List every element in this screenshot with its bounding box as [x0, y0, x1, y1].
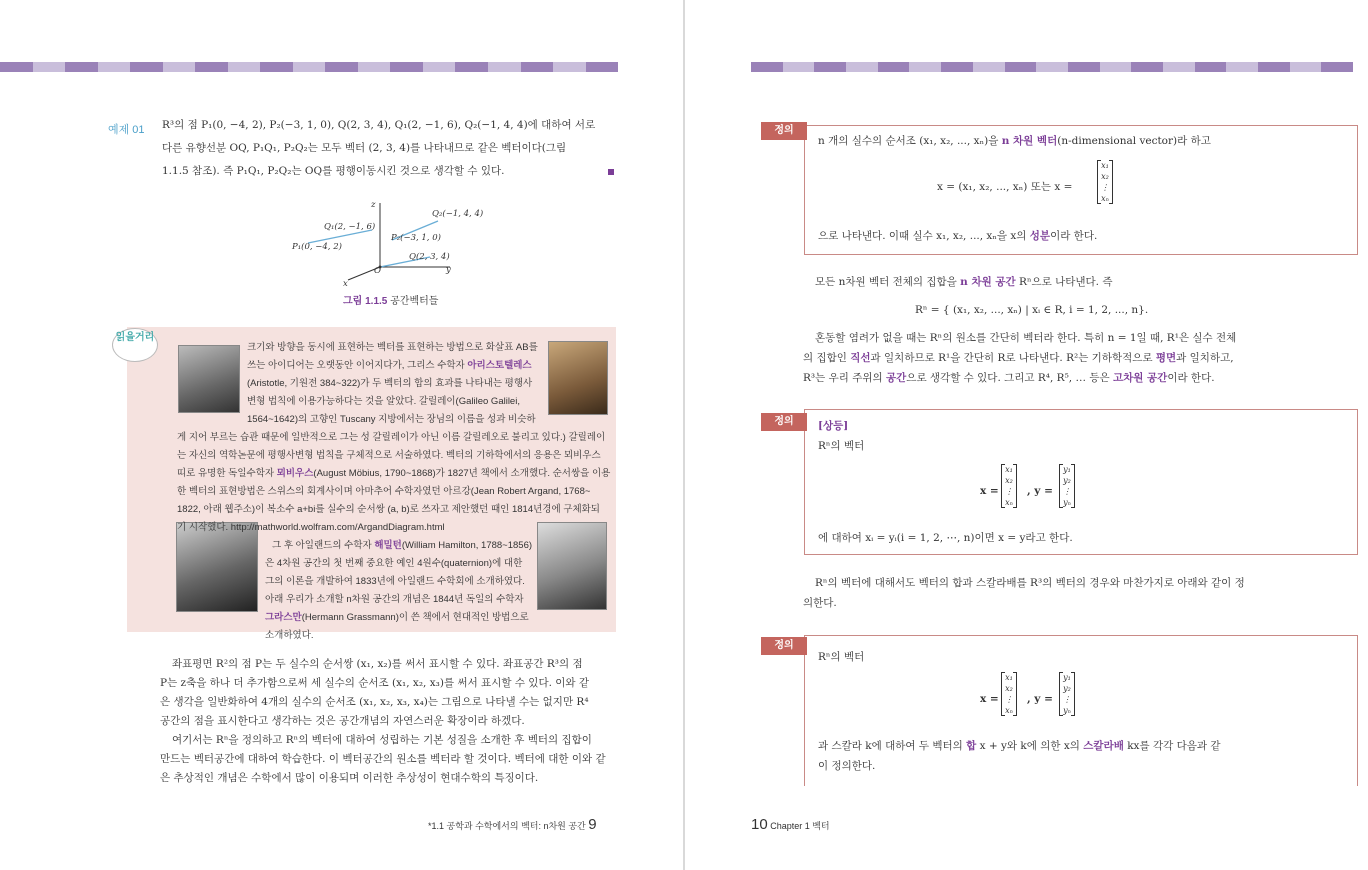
example-line-1: R³의 점 P₁(0, −4, 2), P₂(−3, 1, 0), Q(2, 3, 4), Q₁(2, −1, 6), Q₂(−1, 4, 4)에 대하여 서로 — [162, 119, 596, 131]
column-vector-x — [1001, 672, 1017, 716]
def3-line-1: Rⁿ의 벡터 — [818, 651, 865, 663]
component: ⋮ — [1005, 487, 1013, 496]
def3-line-2-a: 과 스칼라 k에 대하여 두 벡터의 — [818, 740, 967, 752]
component-term: 성분 — [1029, 230, 1051, 242]
reading-line-12 — [272, 537, 532, 555]
mid-line-3-c: 과 일치하고, — [1176, 352, 1234, 364]
para-line-1: 좌표평면 R²의 점 P는 두 실수의 순서쌍 (x₁, x₂)를 써서 표시할 수 있다. 좌표공간 R³의 점 — [172, 658, 583, 670]
n-dim-vector-term: n 차원 벡터 — [1001, 135, 1058, 147]
def2-line-2: 에 대하여 xᵢ = yᵢ(i = 1, 2, ⋯, n)이면 x = y라고 한다. — [818, 532, 1073, 544]
reading-line-8 — [177, 465, 610, 483]
def3-x-eq: x = — [980, 693, 999, 705]
mid-line-1-b: Rⁿ으로 나타낸다. 즉 — [1015, 276, 1113, 288]
scalar-multiple-term: 스칼라배 — [1083, 740, 1124, 752]
space-term: 공간 — [886, 372, 907, 384]
chapter-title: Chapter 1 벡터 — [770, 821, 830, 831]
def2-x-eq: x = — [980, 485, 999, 497]
reading-bubble: 읽을거리 — [112, 328, 158, 362]
definition-tab-2: 정의 — [761, 413, 807, 431]
page-number-right: 10 — [751, 816, 768, 833]
reading-line-8-text-b: (August Möbius, 1790~1868)가 1827년 책에서 소개했다. 순서쌍을 이용 — [313, 468, 611, 479]
figure-caption-text: 공간벡터들 — [390, 296, 439, 307]
def1-line-1-b: (n-dimensional vector)라 하고 — [1057, 135, 1211, 147]
para-line-3: 은 생각을 일반화하여 4개의 실수의 순서조 (x₁, x₂, x₃, x₄)는 그림으로 나타낼 수는 없지만 R⁴ — [160, 696, 589, 708]
def1-column-vector — [1097, 160, 1113, 204]
component: xₙ — [1005, 706, 1013, 715]
component: xₙ — [1101, 194, 1109, 203]
set-definition: Rⁿ = { (x₁, x₂, ..., xₙ) | xᵢ ∈ R, i = 1, 2, ..., n}. — [915, 304, 1149, 316]
reading-line-4: 변형 법칙에 이용가능하다는 것을 알았다. 갈릴레이(Galileo Galilei, — [247, 396, 520, 407]
reading-line-1: 크기와 방향을 동시에 표현하는 벡터를 표현하는 방법으로 화살표 AB를 — [247, 342, 538, 353]
reading-line-5: 1564~1642)의 고향인 Tuscany 지방에서는 장님의 이름을 성과 비슷하 — [247, 414, 536, 425]
component: xₙ — [1005, 498, 1013, 507]
def3-y-eq: , y = — [1027, 693, 1053, 705]
component: ⋮ — [1101, 183, 1109, 192]
component: x₂ — [1005, 684, 1013, 693]
section-title: *1.1 공학과 수학에서의 벡터: n차원 공간 — [428, 821, 586, 831]
left-page — [0, 0, 683, 870]
mid-line-3-b: 과 일치하므로 R¹을 간단히 R로 나타낸다. R²는 기하학적으로 — [870, 352, 1156, 364]
example-label: 예제 01 — [108, 124, 145, 136]
reading-line-13: 은 4차원 공간의 첫 번째 중요한 예인 4원수(quaternion)에 대한 — [265, 558, 523, 569]
reading-line-9: 한 벡터의 표현방법은 스위스의 회계사이며 아마추어 수학자였던 아르강(Jean Robert Argand, 1768~ — [177, 486, 591, 497]
point-q-label: Q(2, 3, 4) — [409, 252, 450, 262]
component: x₂ — [1005, 476, 1013, 485]
reading-line-16 — [265, 609, 529, 627]
column-vector-y — [1059, 672, 1075, 716]
reading-line-8-text-a: 띠로 유명한 독일수학자 — [177, 468, 277, 479]
header-stripe-right — [751, 62, 1353, 72]
def2-y-eq: , y = — [1027, 485, 1053, 497]
para-line-5: 여기서는 Rⁿ을 정의하고 Rⁿ의 벡터에 대하여 성립하는 기본 성질을 소개한 후 벡터의 집합이 — [172, 734, 592, 746]
component: ⋮ — [1005, 695, 1013, 704]
reading-line-12-text-a: 그 후 아일랜드의 수학자 — [272, 540, 375, 551]
component: yₙ — [1063, 706, 1071, 715]
reading-line-3: (Aristotle, 기원전 384~322)가 두 벡터의 합의 효과를 나타내는 평행사 — [247, 378, 533, 389]
figure-caption — [343, 292, 438, 307]
grassmann-name: 그라스만 — [265, 612, 302, 623]
mid-line-3-a: 의 집합인 — [803, 352, 851, 364]
higher-dim-space-term: 고차원 공간 — [1112, 372, 1168, 384]
n-dim-space-term: n 차원 공간 — [960, 276, 1016, 288]
axis-label-z: z — [371, 200, 376, 210]
equality-heading: [상등] — [818, 420, 849, 432]
reading-line-12-text-b: (William Hamilton, 1788~1856) — [401, 540, 533, 551]
left-footer — [428, 816, 597, 833]
header-stripe — [0, 62, 618, 72]
def1-line-2-a: 으로 나타낸다. 이때 실수 x₁, x₂, ..., xₙ을 x의 — [818, 230, 1030, 242]
point-q1-label: Q₁(2, −1, 6) — [324, 222, 376, 232]
reading-line-2 — [247, 357, 532, 375]
mid-line-1-a: 모든 n차원 벡터 전체의 집합을 — [815, 276, 961, 288]
def1-line-2-b: 이라 한다. — [1050, 230, 1098, 242]
mid-line-1 — [815, 273, 1113, 292]
def1-equation-text: x = (x₁, x₂, ..., xₙ) 또는 x = — [937, 181, 1073, 193]
component: ⋮ — [1063, 487, 1071, 496]
def3-line-2 — [818, 737, 1221, 756]
component: x₁ — [1101, 161, 1109, 170]
aristotle-portrait — [548, 341, 608, 415]
component: x₁ — [1005, 673, 1013, 682]
component: y₁ — [1063, 465, 1071, 474]
reading-line-6: 게 지어 부르는 습관 때문에 일반적으로 그는 성 갈릴레이가 아닌 이름 갈릴레오로 불리고 있다.) 갈릴레이 — [177, 432, 606, 443]
right-footer — [751, 816, 830, 833]
def2-y-vector — [1059, 464, 1075, 508]
grassmann-portrait — [537, 522, 607, 610]
reading-line-17: 소개하였다. — [265, 630, 314, 641]
column-vector-x — [1097, 160, 1113, 204]
mid-line-4 — [803, 369, 1215, 388]
mobius-name: 뫼비우스 — [276, 468, 314, 479]
def3-y-vector — [1059, 672, 1075, 716]
example-line-2: 다른 유향선분 OQ, P₁Q₁, P₂Q₂는 모두 벡터 (2, 3, 4)를 나타내므로 같은 벡터이다(그림 — [162, 142, 567, 154]
example-line-3: 1.1.5 참조). 즉 P₁Q₁, P₂Q₂는 OQ를 평행이동시킨 것으로 생각할 수 있다. — [162, 165, 505, 177]
def3-x-vector — [1001, 672, 1017, 716]
mid-line-2: 혼동할 염려가 없을 때는 Rⁿ의 원소를 간단히 벡터라 한다. 특히 n = 1일 때, R¹은 실수 전체 — [815, 332, 1237, 344]
component: x₂ — [1101, 172, 1109, 181]
component: y₂ — [1063, 476, 1071, 485]
aristotle-name: 아리스토텔레스 — [467, 360, 532, 371]
def3-line-2-c: kx를 각각 다음과 같 — [1123, 740, 1221, 752]
sum-term: 합 — [966, 740, 977, 752]
def3-line-2-b: x + y와 k에 의한 x의 — [976, 740, 1084, 752]
column-vector-x — [1001, 464, 1017, 508]
plane-term: 평면 — [1155, 352, 1177, 364]
page-number-left: 9 — [588, 816, 597, 833]
component: y₂ — [1063, 684, 1071, 693]
para-line-4: 공간의 점을 표시한다고 생각하는 것은 공간개념의 자연스러운 확장이라 하겠다. — [160, 715, 525, 727]
para-line-2: P는 z축을 하나 더 추가함으로써 세 실수의 순서조 (x₁, x₂, x₃)를 써서 표시할 수 있다. 이와 같 — [160, 677, 590, 689]
para-line-7: 은 추상적인 개념은 수학에서 많이 이용되며 이러한 추상성이 현대수학의 특징이다. — [160, 772, 539, 784]
component: yₙ — [1063, 498, 1071, 507]
def2-x-vector — [1001, 464, 1017, 508]
end-of-example-icon — [608, 169, 614, 175]
origin-label: O — [374, 266, 381, 276]
def1-line-1-a: n 개의 실수의 순서조 (x₁, x₂, ..., xₙ)을 — [818, 135, 1002, 147]
between-line-1: Rⁿ의 벡터에 대해서도 벡터의 합과 스칼라배를 R³의 벡터의 경우와 마찬가지로 아래와 같이 정 — [815, 577, 1245, 589]
point-p1-label: P₁(0, −4, 2) — [292, 242, 342, 252]
point-q2-label: Q₂(−1, 4, 4) — [432, 209, 484, 219]
point-p2-label: P₂(−3, 1, 0) — [391, 233, 441, 243]
axis-label-x: x — [343, 279, 348, 289]
mid-line-4-a: R³는 우리 주위의 — [803, 372, 886, 384]
hamilton-name: 해밀턴 — [374, 540, 402, 551]
def2-line-1: Rⁿ의 벡터 — [818, 440, 865, 452]
reading-line-14: 그의 이론을 개발하여 1833년에 아일랜드 수학회에 소개하였다. — [265, 576, 525, 587]
def1-line-2 — [818, 227, 1097, 246]
definition-tab-1: 정의 — [761, 122, 807, 140]
definition-box-3 — [804, 635, 1358, 786]
component: ⋮ — [1063, 695, 1071, 704]
mid-line-4-c: 이라 한다. — [1167, 372, 1215, 384]
right-page — [685, 0, 1368, 870]
component: x₁ — [1005, 465, 1013, 474]
reading-line-2-text: 쓰는 아이디어는 오랫동안 이어지다가, 그리스 수학자 — [247, 360, 468, 371]
def1-equation — [937, 178, 1072, 197]
line-term: 직선 — [850, 352, 871, 364]
galileo-portrait — [178, 345, 240, 413]
definition-tab-3: 정의 — [761, 637, 807, 655]
reading-line-16-text: (Hermann Grassmann)이 쓴 책에서 현대적인 방법으로 — [301, 612, 529, 623]
para-line-6: 만드는 벡터공간에 대하여 학습한다. 이 벡터공간의 원소를 벡터라 할 것이다. 벡터에 대한 이와 같 — [160, 753, 606, 765]
axis-label-y: y — [446, 265, 451, 275]
column-vector-y — [1059, 464, 1075, 508]
def3-line-3: 이 정의한다. — [818, 760, 876, 772]
reading-line-7: 는 자신의 역학논문에 평행사변형 법칙을 구체적으로 서술하였다. 벡터의 기하학에서의 응용은 뫼비우스 — [177, 450, 601, 461]
component: y₁ — [1063, 673, 1071, 682]
mid-line-4-b: 으로 생각할 수 있다. 그리고 R⁴, R⁵, … 등은 — [906, 372, 1113, 384]
between-line-2: 의한다. — [803, 597, 837, 609]
mid-line-3 — [803, 349, 1234, 368]
reading-line-11[interactable]: 기 시작했다. http://mathworld.wolfram.com/ArgandDiagram.html — [177, 522, 445, 533]
figure-caption-number: 그림 1.1.5 — [343, 296, 388, 307]
reading-line-10: 1822, 아래 웹주소)이 복소수 a+bi를 실수의 순서쌍 (a, b)로 쓰자고 제안했던 때인 1814년경에 구체화되 — [177, 504, 600, 515]
reading-line-15: 아래 우리가 소개할 n차원 공간의 개념은 1844년 독일의 수학자 — [265, 594, 524, 605]
def1-line-1 — [818, 132, 1211, 151]
